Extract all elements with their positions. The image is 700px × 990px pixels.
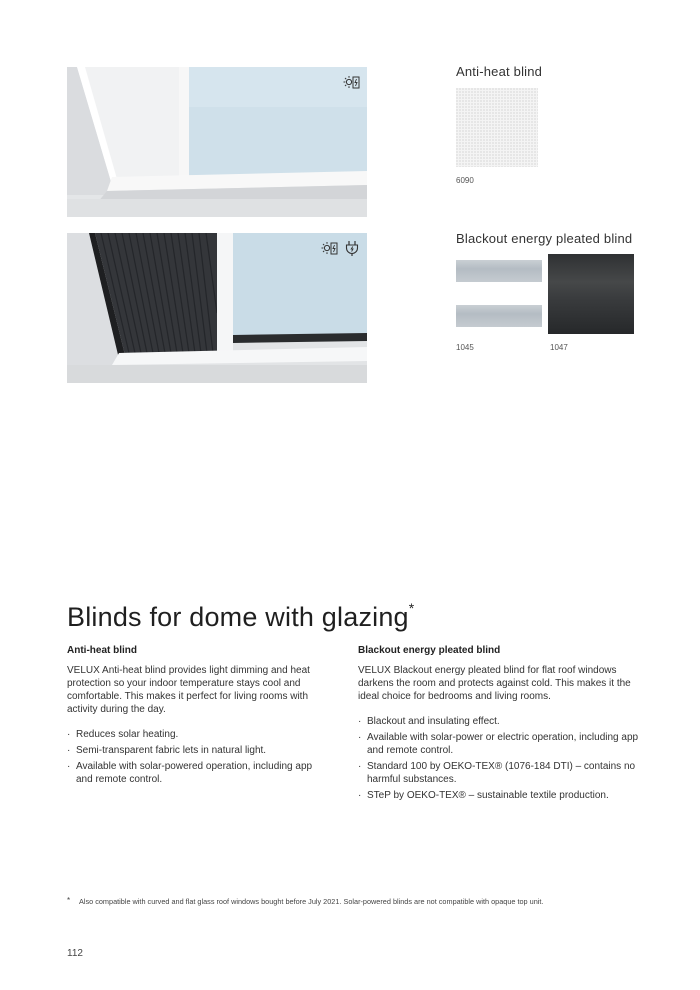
anti-heat-title: Anti-heat blind [67,645,137,656]
list-item: · Semi-transparent fabric lets in natural light. [67,744,317,757]
fabric-swatch-1047 [548,254,634,334]
page-title-text: Blinds for dome with glazing [67,602,409,632]
list-item: · Reduces solar heating. [67,728,317,741]
fabric-swatch-1045-bottom [456,305,542,327]
anti-heat-blind-photo [67,67,367,217]
anti-heat-features [67,728,317,789]
anti-heat-description: VELUX Anti-heat blind provides light dimming and heat protection so your indoor temperature stays cool and comfortable. This makes it perfect for living rooms with activity during the day. [67,665,310,715]
footnote-text: Also compatible with curved and flat glass roof windows bought before July 2021. Solar-powered blinds are not compatible with opaque top unit. [79,897,544,906]
footnote-mark: * [67,896,71,905]
page-number: 112 [67,948,83,959]
solar-power-icon [321,239,339,257]
fabric-swatch-1045-top [456,260,542,282]
electric-plug-icon [343,239,361,257]
blackout-blind-photo [67,233,367,383]
blackout-title: Blackout energy pleated blind [358,645,501,656]
swatch-code-1047: 1047 [550,343,568,352]
blackout-description: VELUX Blackout energy pleated blind for flat roof windows darkens the room and protects against cold. This makes it the ideal choice for bedrooms and living rooms. [358,665,631,702]
swatch-code-6090: 6090 [456,176,474,185]
swatch-code-1045: 1045 [456,343,474,352]
list-item: · STeP by OEKO-TEX® – sustainable textile production. [358,789,640,802]
anti-heat-swatch-title: Anti-heat blind [456,64,543,79]
fabric-swatch-6090 [456,88,538,167]
page-title [67,602,414,633]
blackout-swatch-title: Blackout energy pleated blind [456,231,633,246]
solar-power-icon [343,73,361,91]
list-item: · Available with solar-power or electric operation, including app and remote control. [358,731,640,757]
list-item: · Standard 100 by OEKO-TEX® (1076-184 DTI) – contains no harmful substances. [358,760,640,786]
page-title-footnote-mark: * [408,600,415,616]
blackout-features [358,715,640,805]
list-item: · Available with solar-powered operation, including app and remote control. [67,760,317,786]
list-item: · Blackout and insulating effect. [358,715,640,728]
